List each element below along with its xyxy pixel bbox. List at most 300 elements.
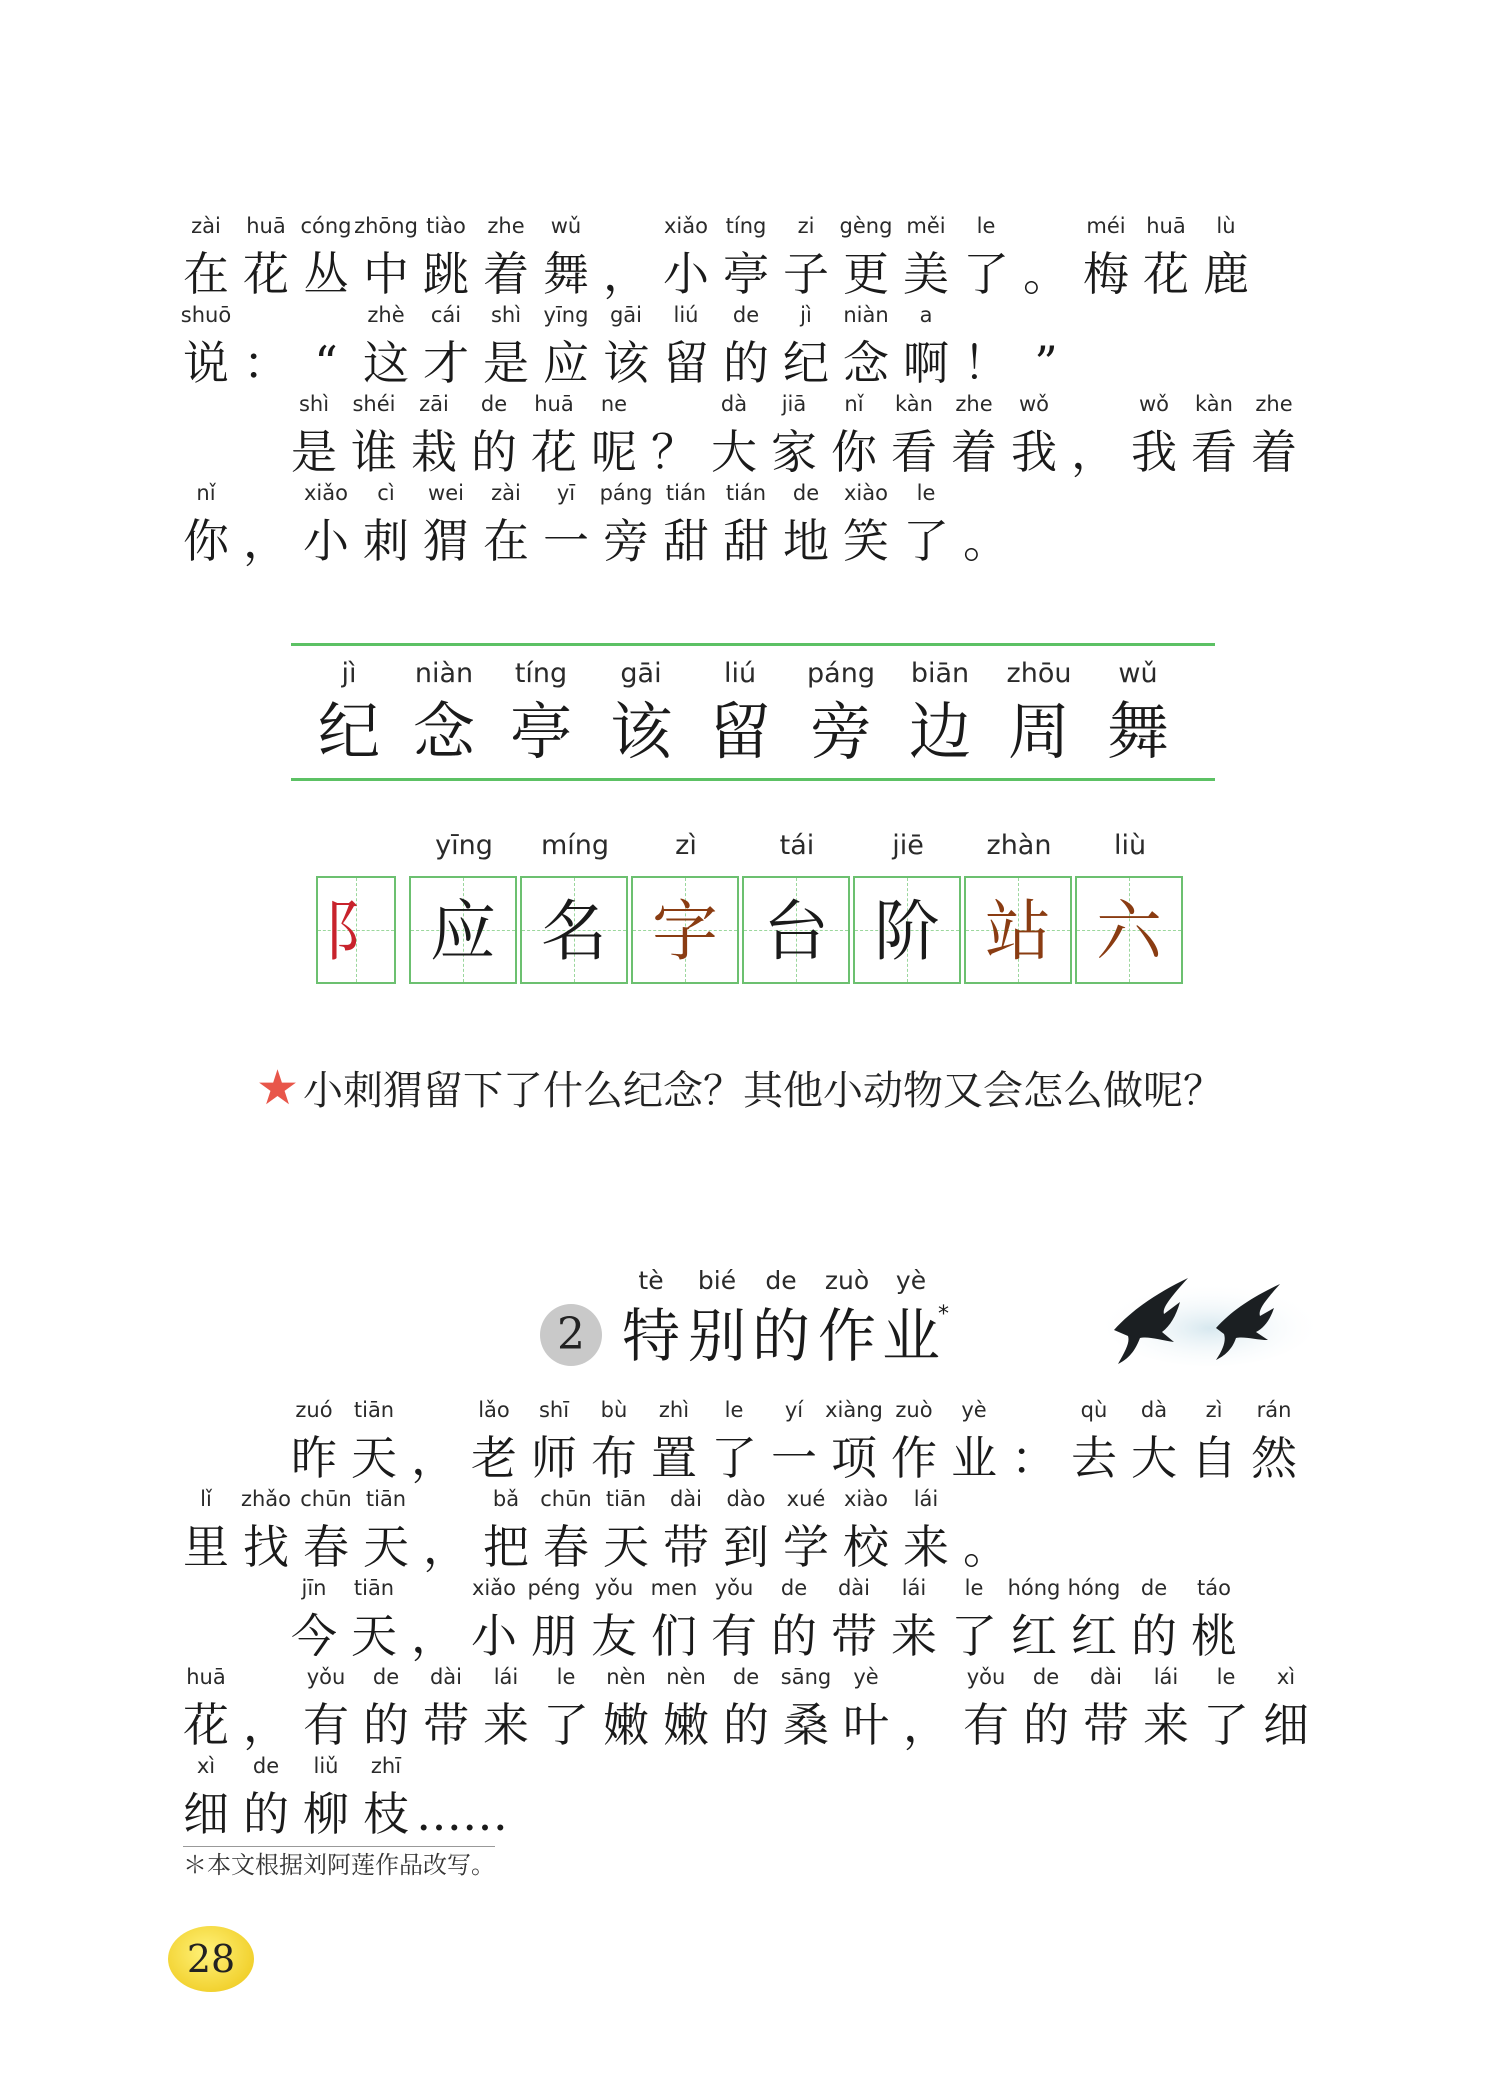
hanzi: 把	[483, 1520, 529, 1574]
hanzi: 六	[1096, 893, 1162, 970]
pinyin: le	[556, 1665, 576, 1689]
ruby-char	[896, 1487, 956, 1579]
pinyin: gèng	[839, 214, 893, 238]
pinyin: ne	[600, 392, 628, 416]
hanzi: 带	[423, 1698, 469, 1752]
pinyin: lái	[1153, 1665, 1179, 1689]
hanzi: 的	[1023, 1698, 1069, 1752]
pinyin: shì	[298, 392, 330, 416]
ruby-char	[536, 214, 596, 306]
hanzi: 的	[751, 1302, 810, 1370]
pinyin: tiào	[426, 214, 466, 238]
text-line	[0, 1665, 1496, 1757]
pinyin: lái	[901, 1576, 927, 1600]
ruby-char	[956, 481, 1016, 573]
hanzi: 的	[723, 1698, 769, 1752]
pinyin: zì	[675, 830, 697, 861]
hanzi: 阶	[874, 893, 940, 970]
pinyin: de	[372, 1665, 400, 1689]
hanzi: 梅	[1083, 247, 1129, 301]
hanzi: 更	[843, 247, 889, 301]
pinyin: zāi	[419, 392, 449, 416]
pinyin: xiàng	[825, 1398, 883, 1422]
hanzi: 叶	[843, 1698, 889, 1752]
text-line	[0, 1398, 1496, 1490]
pinyin: tiān	[353, 1576, 395, 1600]
hanzi: 你	[183, 514, 229, 568]
pinyin: tián	[725, 481, 767, 505]
hanzi: 了	[903, 514, 949, 568]
pinyin: de	[780, 1576, 808, 1600]
pinyin: zhè	[367, 303, 405, 327]
hanzi: 的	[243, 1787, 289, 1841]
hanzi: ，	[1071, 425, 1117, 479]
pinyin: bǎ	[492, 1487, 520, 1511]
pinyin: zhǎo	[240, 1487, 292, 1511]
tianzige-box	[742, 876, 850, 984]
pinyin: a	[919, 303, 933, 327]
hanzi: 红	[1011, 1609, 1057, 1663]
hanzi: 纪	[317, 695, 380, 768]
pinyin: de	[732, 303, 760, 327]
hanzi: 刺	[363, 514, 409, 568]
pinyin: rán	[1256, 1398, 1292, 1422]
pinyin: cì	[377, 481, 395, 505]
swallows-illustration	[1104, 1268, 1316, 1370]
pinyin: tián	[665, 481, 707, 505]
hanzi: 小	[471, 1609, 517, 1663]
hanzi: 旁	[809, 695, 872, 768]
pinyin: xiǎo	[304, 481, 348, 505]
hanzi: 这	[363, 336, 409, 390]
ruby-char	[1244, 1398, 1304, 1490]
ruby-char	[836, 1665, 896, 1757]
pinyin: men	[650, 1576, 698, 1600]
pinyin: xiǎo	[472, 1576, 516, 1600]
hanzi: ”	[1034, 336, 1058, 390]
hanzi: 了	[543, 1698, 589, 1752]
pinyin: cóng	[300, 214, 352, 238]
pinyin: wei	[428, 481, 464, 505]
hanzi: 纪	[783, 336, 829, 390]
hanzi: ？	[651, 425, 697, 479]
pinyin: tái	[779, 830, 815, 861]
hanzi: 带	[663, 1520, 709, 1574]
pinyin: wǔ	[1118, 658, 1158, 689]
pinyin: páng	[807, 658, 875, 689]
hanzi: ，	[243, 514, 289, 568]
new-words-strip	[291, 643, 1215, 781]
pinyin: jì	[341, 658, 357, 689]
hanzi: 猬	[423, 514, 469, 568]
pinyin: le	[916, 481, 936, 505]
pinyin: tè	[638, 1266, 664, 1295]
hanzi: 来	[1143, 1698, 1189, 1752]
hanzi: 自	[1191, 1431, 1237, 1485]
hanzi: 来	[483, 1698, 529, 1752]
hanzi: 朋	[531, 1609, 577, 1663]
pinyin: zhe	[1255, 392, 1293, 416]
hanzi: 花	[1143, 247, 1189, 301]
pinyin: sāng	[780, 1665, 832, 1689]
tianzige-box	[1075, 876, 1183, 984]
pinyin: gāi	[620, 658, 662, 689]
pinyin: yǒu	[714, 1576, 754, 1600]
pinyin: wǒ	[1018, 392, 1050, 416]
radical-char: 阝	[323, 893, 389, 970]
hanzi: 然	[1251, 1431, 1297, 1485]
ruby-char	[584, 392, 644, 484]
hanzi: 特	[621, 1302, 680, 1370]
pinyin: gāi	[609, 303, 643, 327]
pinyin: lù	[1216, 214, 1236, 238]
pinyin: yǒu	[966, 1665, 1006, 1689]
pinyin: zhe	[487, 214, 525, 238]
pinyin: zài	[191, 214, 221, 238]
pinyin: dài	[1089, 1665, 1123, 1689]
pinyin: shì	[490, 303, 522, 327]
hanzi: 的	[771, 1609, 817, 1663]
hanzi: 春	[303, 1520, 349, 1574]
hanzi: 带	[1083, 1698, 1129, 1752]
footnote-divider	[183, 1846, 495, 1847]
write-characters-grid	[0, 830, 1496, 990]
hanzi: 我	[1131, 425, 1177, 479]
pinyin: dài	[669, 1487, 703, 1511]
ruby-char	[356, 1754, 416, 1846]
pinyin: zuò	[895, 1398, 933, 1422]
pinyin: yè	[853, 1665, 879, 1689]
pinyin: le	[1216, 1665, 1236, 1689]
pinyin: xiǎo	[664, 214, 708, 238]
new-word	[895, 646, 985, 778]
hanzi: 在	[483, 514, 529, 568]
pinyin: shī	[538, 1398, 570, 1422]
pinyin: nèn	[666, 1665, 706, 1689]
hanzi: 昨	[291, 1431, 337, 1485]
pinyin: jiē	[892, 830, 924, 861]
hanzi: 柳	[303, 1787, 349, 1841]
hanzi: 枝	[363, 1787, 409, 1841]
hanzi: 该	[603, 336, 649, 390]
hanzi: ，	[903, 1698, 949, 1752]
pinyin: měi	[906, 214, 946, 238]
hanzi: 细	[183, 1787, 229, 1841]
pinyin: yīng	[435, 830, 493, 861]
pinyin: lái	[913, 1487, 939, 1511]
new-word	[496, 646, 586, 778]
hanzi: 栽	[411, 425, 457, 479]
hanzi: 天	[351, 1609, 397, 1663]
hanzi: 来	[903, 1520, 949, 1574]
pinyin: dài	[429, 1665, 463, 1689]
pinyin: yǒu	[306, 1665, 346, 1689]
hanzi: 花	[183, 1698, 229, 1752]
hanzi: 字	[652, 893, 718, 970]
pinyin: tiān	[353, 1398, 395, 1422]
pinyin: xiào	[844, 1487, 888, 1511]
hanzi: 嫩	[603, 1698, 649, 1752]
pinyin: dài	[837, 1576, 871, 1600]
hanzi: 里	[183, 1520, 229, 1574]
hanzi: 花	[531, 425, 577, 479]
hanzi: 才	[423, 336, 469, 390]
hanzi: 中	[363, 247, 409, 301]
new-word	[994, 646, 1084, 778]
hanzi: 。	[963, 1520, 1009, 1574]
ruby-char	[956, 214, 1016, 306]
hanzi: 作	[891, 1431, 937, 1485]
tianzige-box	[520, 876, 628, 984]
footnote: ＊本文根据刘阿莲作品改写。	[183, 1851, 495, 1879]
pinyin: zhī	[370, 1754, 402, 1778]
hanzi: 别	[687, 1302, 746, 1370]
hanzi: 边	[908, 695, 971, 768]
hanzi: ……	[416, 1787, 508, 1841]
pinyin: le	[724, 1398, 744, 1422]
title-char	[746, 1266, 816, 1372]
pinyin: yī	[556, 481, 576, 505]
hanzi: 有	[711, 1609, 757, 1663]
pinyin: lái	[493, 1665, 519, 1689]
hanzi: 有	[963, 1698, 1009, 1752]
hanzi: 今	[291, 1609, 337, 1663]
pinyin: zài	[491, 481, 521, 505]
hanzi: 有	[303, 1698, 349, 1752]
ruby-char	[1004, 392, 1064, 484]
hanzi: 小	[663, 247, 709, 301]
hanzi: 业	[881, 1302, 940, 1370]
ruby-char	[896, 481, 956, 573]
hanzi: 天	[363, 1520, 409, 1574]
hanzi: 甜	[663, 514, 709, 568]
hanzi: ，	[243, 1698, 289, 1752]
ruby-char	[1196, 214, 1256, 306]
title-char	[876, 1266, 946, 1372]
hanzi: 桃	[1191, 1609, 1237, 1663]
hanzi: 天	[603, 1520, 649, 1574]
pinyin: qù	[1080, 1398, 1108, 1422]
pinyin: yīng	[543, 303, 589, 327]
hanzi: 该	[609, 695, 672, 768]
title-char	[812, 1266, 882, 1372]
pinyin: xì	[196, 1754, 216, 1778]
hanzi: 校	[843, 1520, 889, 1574]
pinyin: nǐ	[844, 392, 864, 416]
pinyin: biān	[910, 658, 970, 689]
hanzi: 旁	[603, 514, 649, 568]
ruby-char	[344, 1576, 404, 1668]
pinyin: jiā	[781, 392, 807, 416]
pinyin: yí	[784, 1398, 804, 1422]
hanzi: 是	[483, 336, 529, 390]
hanzi: 留	[663, 336, 709, 390]
pinyin: de	[765, 1266, 797, 1295]
pinyin: jīn	[301, 1576, 327, 1600]
hanzi: 在	[183, 247, 229, 301]
text-line	[0, 481, 1496, 573]
text-line	[0, 1576, 1496, 1668]
ruby-char	[1244, 392, 1304, 484]
hanzi: 着	[483, 247, 529, 301]
new-word	[695, 646, 785, 778]
hanzi: 们	[651, 1609, 697, 1663]
title-char	[682, 1266, 752, 1372]
hanzi: 跳	[423, 247, 469, 301]
hanzi: 一	[543, 514, 589, 568]
hanzi: 说	[183, 336, 229, 390]
pinyin: yè	[895, 1266, 927, 1295]
hanzi: 谁	[351, 425, 397, 479]
hanzi: 红	[1071, 1609, 1117, 1663]
pinyin: dà	[1140, 1398, 1168, 1422]
hanzi: 的	[1131, 1609, 1177, 1663]
hanzi: 我	[1011, 425, 1057, 479]
pinyin: cái	[430, 303, 462, 327]
hanzi: 细	[1263, 1698, 1309, 1752]
ruby-char	[896, 303, 956, 395]
pinyin: chūn	[540, 1487, 592, 1511]
tianzige-box	[964, 876, 1072, 984]
pinyin: zhàn	[986, 830, 1052, 861]
hanzi: 作	[817, 1302, 876, 1370]
ruby-char	[1256, 1665, 1316, 1757]
hanzi: 嫩	[663, 1698, 709, 1752]
pinyin: liú	[723, 658, 757, 689]
comprehension-question	[256, 1060, 1223, 1119]
text-line	[0, 1754, 1496, 1846]
hanzi: 友	[591, 1609, 637, 1663]
tianzige-box	[631, 876, 739, 984]
lesson-number-badge: 2	[540, 1304, 602, 1366]
pinyin: páng	[599, 481, 653, 505]
hanzi: 学	[783, 1520, 829, 1574]
ruby-char	[956, 1487, 1016, 1579]
tianzige-box	[409, 876, 517, 984]
pinyin: de	[1140, 1576, 1168, 1600]
lesson-title	[540, 1266, 1100, 1376]
pinyin: dà	[720, 392, 748, 416]
hanzi: 笑	[843, 514, 889, 568]
hanzi: 老	[471, 1431, 517, 1485]
hanzi: 啊	[903, 336, 949, 390]
tianzige-box	[853, 876, 961, 984]
new-word	[796, 646, 886, 778]
hanzi: 了	[951, 1609, 997, 1663]
pinyin: lǐ	[200, 1487, 212, 1511]
pinyin: huā	[1146, 214, 1186, 238]
pinyin: shéi	[352, 392, 396, 416]
hanzi: 来	[891, 1609, 937, 1663]
title-asterisk: *	[938, 1302, 949, 1327]
pinyin: kàn	[1195, 392, 1233, 416]
text-line	[0, 214, 1496, 306]
pinyin: shuō	[180, 303, 232, 327]
pinyin: niàn	[843, 303, 889, 327]
hanzi: 的	[723, 336, 769, 390]
hanzi: ：	[243, 336, 289, 390]
pinyin: bié	[697, 1266, 737, 1295]
text-line	[0, 392, 1496, 484]
ruby-char	[944, 1398, 1004, 1490]
pinyin: yè	[961, 1398, 987, 1422]
hanzi: 的	[471, 425, 517, 479]
pinyin: huā	[246, 214, 286, 238]
pinyin: de	[732, 1665, 760, 1689]
pinyin: dào	[726, 1487, 766, 1511]
pinyin: yǒu	[594, 1576, 634, 1600]
pinyin: liú	[673, 303, 699, 327]
hanzi: 是	[291, 425, 337, 479]
pinyin: le	[964, 1576, 984, 1600]
hanzi: 找	[243, 1520, 289, 1574]
pinyin: liǔ	[313, 1754, 339, 1778]
hanzi: 大	[1131, 1431, 1177, 1485]
pinyin: nèn	[606, 1665, 646, 1689]
hanzi: 亭	[723, 247, 769, 301]
hanzi: ，	[411, 1431, 457, 1485]
pinyin: míng	[540, 830, 610, 861]
ruby-char	[1184, 1576, 1244, 1668]
hanzi: 亭	[509, 695, 572, 768]
pinyin: le	[976, 214, 996, 238]
hanzi: ：	[1011, 1431, 1057, 1485]
pinyin: huā	[534, 392, 574, 416]
pinyin: de	[480, 392, 508, 416]
hanzi: 家	[771, 425, 817, 479]
hanzi: 到	[723, 1520, 769, 1574]
hanzi: 了	[1203, 1698, 1249, 1752]
pinyin: táo	[1197, 1576, 1231, 1600]
pinyin: tiān	[365, 1487, 407, 1511]
hanzi: 布	[591, 1431, 637, 1485]
pinyin: zhōu	[1006, 658, 1072, 689]
pinyin: kàn	[895, 392, 933, 416]
new-word	[596, 646, 686, 778]
hanzi: 舞	[1106, 695, 1169, 768]
pinyin: de	[1032, 1665, 1060, 1689]
ruby-char	[176, 303, 236, 395]
hanzi: 留	[708, 695, 771, 768]
hanzi: 春	[543, 1520, 589, 1574]
ruby-char	[356, 1487, 416, 1579]
pinyin: niàn	[414, 658, 474, 689]
hanzi: 应	[430, 893, 496, 970]
hanzi: 带	[831, 1609, 877, 1663]
hanzi: 念	[843, 336, 889, 390]
hanzi: ！	[963, 336, 1009, 390]
hanzi: 看	[891, 425, 937, 479]
pinyin: wǔ	[550, 214, 582, 238]
hanzi: 地	[783, 514, 829, 568]
ruby-char	[956, 303, 1016, 395]
hanzi: 项	[831, 1431, 877, 1485]
hanzi: 台	[763, 893, 829, 970]
text-line	[0, 303, 1496, 395]
ruby-char	[236, 303, 296, 395]
hanzi: 看	[1191, 425, 1237, 479]
pinyin: xì	[1276, 1665, 1296, 1689]
title-char	[616, 1266, 686, 1372]
pinyin: péng	[527, 1576, 581, 1600]
pinyin: zuò	[824, 1266, 870, 1295]
pinyin: tíng	[725, 214, 767, 238]
hanzi: 一	[771, 1431, 817, 1485]
pinyin: de	[252, 1754, 280, 1778]
hanzi: 去	[1071, 1431, 1117, 1485]
pinyin: tíng	[514, 658, 568, 689]
pinyin: huā	[186, 1665, 226, 1689]
